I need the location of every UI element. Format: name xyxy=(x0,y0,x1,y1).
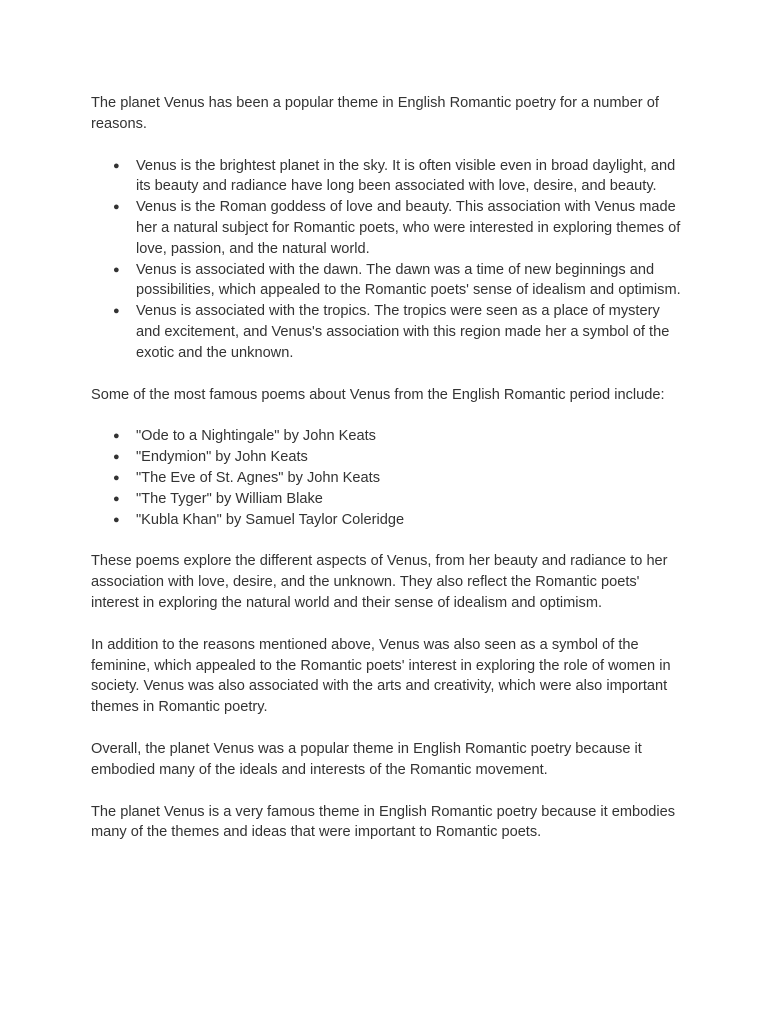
list-item xyxy=(113,426,681,447)
list-item xyxy=(113,447,681,468)
document-body xyxy=(91,93,681,864)
bullet-icon: ● xyxy=(113,492,120,505)
list-item-text: "Kubla Khan" by Samuel Taylor Coleridge xyxy=(136,511,405,528)
list-item xyxy=(113,301,681,363)
reasons-list xyxy=(91,156,681,364)
bullet-icon: ● xyxy=(113,451,120,464)
bullet-icon: ● xyxy=(113,159,120,172)
list-item-text: "The Tyger" by William Blake xyxy=(136,490,323,507)
closing-paragraph: The planet Venus is a very famous theme in English Romantic poetry because it embodies many of the themes and ideas that were important to Romantic poets. xyxy=(91,803,676,841)
list-item-text: Venus is associated with the dawn. The dawn was a time of new beginnings and possibilities, which appealed to the Romantic poets' sense of idealism and optimism. xyxy=(136,261,681,299)
list-item xyxy=(113,197,681,259)
intro-paragraph: The planet Venus has been a popular theme in English Romantic poetry for a number of reasons. xyxy=(91,95,659,132)
list-item xyxy=(113,489,681,510)
bullet-icon: ● xyxy=(113,513,120,526)
explore-paragraph: These poems explore the different aspects of Venus, from her beauty and radiance to her association with love, desire, and the unknown. They also reflect the Romantic poets' interest in exploring the natural world and their sense of idealism and optimism. xyxy=(91,553,668,611)
list-item-text: Venus is associated with the tropics. The tropics were seen as a place of mystery and excitement, and Venus's association with this region made her a symbol of the exotic and the unknown. xyxy=(136,303,670,361)
bullet-icon: ● xyxy=(113,305,120,318)
list-item-text: Venus is the Roman goddess of love and beauty. This association with Venus made her a natural subject for Romantic poets, who were interested in exploring themes of love, passion, and the natural world. xyxy=(136,199,681,257)
bullet-icon: ● xyxy=(113,263,120,276)
list-item-text: Venus is the brightest planet in the sky. It is often visible even in broad daylight, and its beauty and radiance have long been associated with love, desire, and beauty. xyxy=(136,157,676,195)
list-item-text: "Endymion" by John Keats xyxy=(136,449,308,466)
list-item xyxy=(113,468,681,489)
overall-paragraph: Overall, the planet Venus was a popular theme in English Romantic poetry because it embodied many of the ideals and interests of the Romantic movement. xyxy=(91,740,642,778)
poems-intro-paragraph: Some of the most famous poems about Venus from the English Romantic period include: xyxy=(91,386,665,403)
addition-paragraph: In addition to the reasons mentioned above, Venus was also seen as a symbol of the feminine, which appealed to the Romantic poets' interest in exploring the role of women in society. Venus was also associated with the arts and creativity, which were also important themes in Romantic poetry. xyxy=(91,636,671,716)
list-item xyxy=(113,260,681,302)
list-item-text: "Ode to a Nightingale" by John Keats xyxy=(136,428,376,445)
bullet-icon: ● xyxy=(113,430,120,443)
list-item xyxy=(113,156,681,198)
bullet-icon: ● xyxy=(113,471,120,484)
poems-list xyxy=(91,426,681,530)
bullet-icon: ● xyxy=(113,201,120,214)
list-item xyxy=(113,510,681,531)
list-item-text: "The Eve of St. Agnes" by John Keats xyxy=(136,469,381,486)
